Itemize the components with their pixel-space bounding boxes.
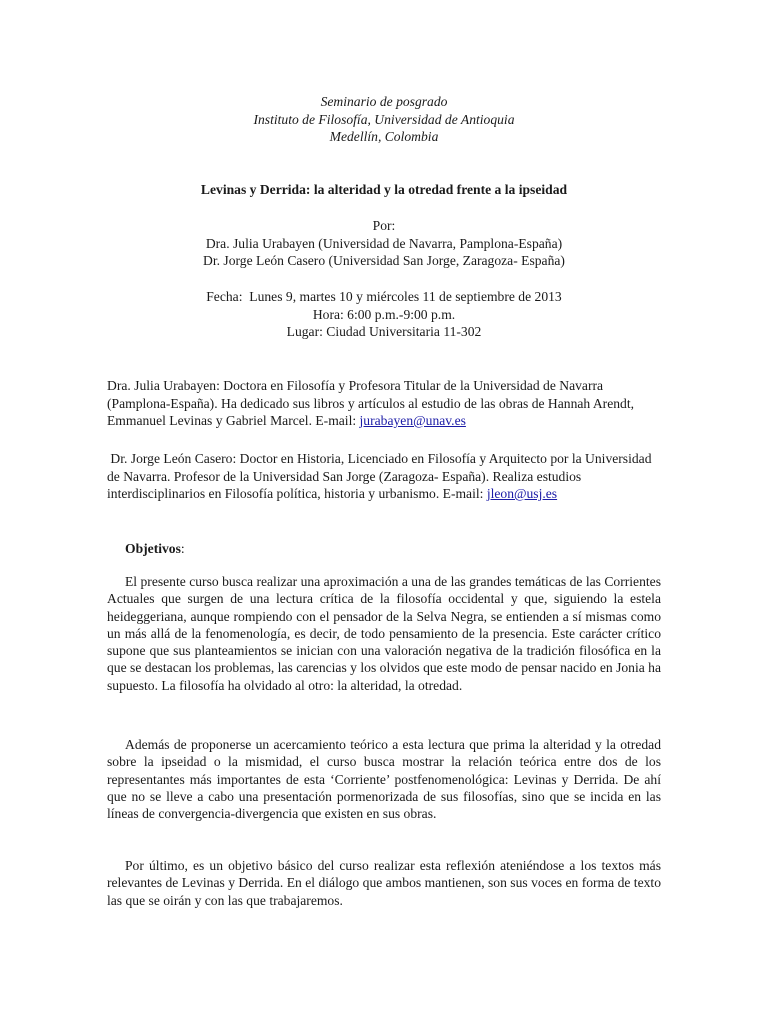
bio-leon-casero-text: Dr. Jorge León Casero: Doctor en Historia, Licenciado en Filosofía y Arquitecto por la Universidad de Navarra. Profesor de la Universidad San Jorge (Zaragoza- España). Realiza estudios interdisciplinarios en Filosofía política, historia y urbanismo. E-mail: bbox=[107, 451, 655, 501]
seminar-header bbox=[0, 93, 768, 146]
email-link-urabayen[interactable]: jurabayen@unav.es bbox=[359, 413, 466, 428]
bio-leon-casero bbox=[107, 450, 663, 503]
bio-urabayen-text: Dra. Julia Urabayen: Doctora en Filosofía y Profesora Titular de la Universidad de Navarra (Pamplona-España). Ha dedicado sus libros y artículos al estudio de las obras de Hannah Arendt, Emmanuel Levinas y Gabriel Marcel. E-mail: bbox=[107, 378, 634, 428]
schedule-time: Hora: 6:00 p.m.-9:00 p.m. bbox=[312, 306, 456, 322]
schedule-block bbox=[0, 288, 768, 341]
schedule-place: Lugar: Ciudad Universitaria 11-302 bbox=[286, 324, 482, 339]
course-title: Levinas y Derrida: la alteridad y la otredad frente a la ipseidad bbox=[200, 182, 568, 197]
bio-urabayen bbox=[107, 377, 663, 430]
speaker-urabayen: Dra. Julia Urabayen (Universidad de Navarra, Pamplona-España) bbox=[205, 235, 563, 251]
header-line-institute: Instituto de Filosofía, Universidad de Antioquia bbox=[253, 111, 515, 127]
objectives-paragraph-1: El presente curso busca realizar una aproximación a una de las grandes temáticas de las Corrientes Actuales que surgen de una lectura crítica de la filosofía occidental y que, siguiendo la estela heideggeriana, aunque rompiendo con el pensador de la Selva Negra, se entienden a sí mismas como un más allá de la fenomenología, es decir, de todo pensamiento de la presencia. Este carácter crítico supone que sus planteamientos se inician con una valoración negativa de la tradición filosófica en la que se destacan los problemas, las carencias y los olvidos que este modo de pensar nacido en Jonia ha supuesto. La filosofía ha olvidado al otro: la alteridad, la otredad. bbox=[107, 574, 661, 693]
objectives-paragraph-2: Además de proponerse un acercamiento teórico a esta lectura que prima la alteridad y la otredad sobre la ipseidad o la mismidad, el curso busca mostrar la relación teórica entre dos de los representantes más importantes de esta ‘Corriente’ postfenomenológica: Levinas y Derrida. De ahí que no se lleve a cabo una presentación pormenorizada de sus filosofías, sino que se incida en las líneas de convergencia-divergencia que existen en sus obras. bbox=[107, 737, 661, 822]
objectives-paragraph-3: Por último, es un objetivo básico del curso realizar esta reflexión ateniéndose a los textos más relevantes de Levinas y Derrida. En el diálogo que ambos mantienen, son sus voces en forma de texto las que se oirán y con las que trabajaremos. bbox=[107, 858, 661, 908]
objectives-heading bbox=[125, 540, 185, 558]
header-line-city: Medellín, Colombia bbox=[329, 129, 439, 144]
email-link-leon[interactable]: jleon@usj.es bbox=[486, 486, 558, 501]
schedule-date: Fecha: Lunes 9, martes 10 y miércoles 11 de septiembre de 2013 bbox=[206, 289, 562, 304]
objectives-heading-colon: : bbox=[180, 541, 185, 556]
speakers-block bbox=[0, 217, 768, 270]
speakers-label: Por: bbox=[372, 218, 396, 233]
objectives-heading-text: Objetivos bbox=[125, 541, 181, 556]
header-line-seminar: Seminario de posgrado bbox=[320, 94, 448, 109]
speaker-leon-casero: Dr. Jorge León Casero (Universidad San Jorge, Zaragoza- España) bbox=[203, 253, 565, 268]
